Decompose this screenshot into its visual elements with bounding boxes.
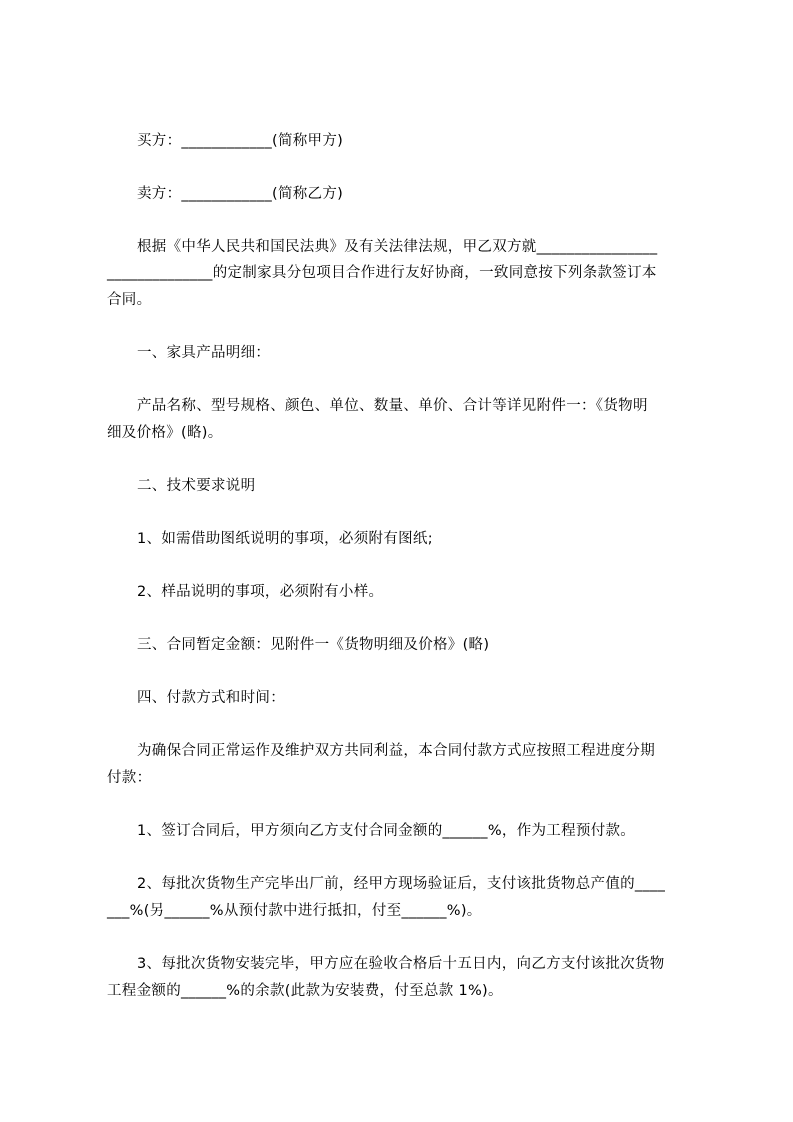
section4-item-3-line-1: 3、每批次货物安装完毕，甲方应在验收合格后十五日内，向乙方支付该批次货物	[137, 956, 665, 972]
seller-line: 卖方：____________(简称乙方)	[137, 186, 344, 202]
section4-intro-line-1: 为确保合同正常运作及维护双方共同利益，本合同付款方式应按照工程进度分期	[137, 743, 655, 759]
section1-body-line-1: 产品名称、型号规格、颜色、单位、数量、单价、合计等详见附件一：《货物明	[137, 398, 648, 414]
section1-heading: 一、家具产品明细：	[137, 345, 271, 361]
section4-item-2-line-1: 2、每批次货物生产完毕出厂前，经甲方现场验证后，支付该批货物总产值的____	[137, 876, 666, 892]
preamble-line-1: 根据《中华人民共和国民法典》及有关法律法规，甲乙双方就________________	[137, 239, 658, 255]
section4-item-1: 1、签订合同后，甲方须向乙方支付合同金额的______%，作为工程预付款。	[137, 823, 636, 839]
section4-item-2-line-2: ___%(另______%从预付款中进行抵扣，付至______%)。	[107, 903, 482, 919]
section2-item-1: 1、如需借助图纸说明的事项，必须附有图纸;	[137, 531, 433, 547]
preamble-line-2: ______________的定制家具分包项目合作进行友好协商，一致同意按下列条款签订本	[107, 265, 657, 281]
section4-intro-line-2: 付款：	[107, 770, 152, 786]
section4-item-3-line-2: 工程金额的______%的余款(此款为安装费，付至总款 1%)。	[107, 983, 503, 999]
section4-heading: 四、付款方式和时间：	[137, 690, 285, 706]
section2-heading: 二、技术要求说明	[137, 478, 256, 494]
section1-body-line-2: 细及价格》(略)。	[107, 425, 223, 441]
section3-heading: 三、合同暂定金额：见附件一《货物明细及价格》(略)	[137, 637, 490, 653]
section2-item-2: 2、样品说明的事项，必须附有小样。	[137, 584, 384, 600]
preamble-line-3: 合同。	[107, 292, 152, 308]
buyer-line: 买方：____________(简称甲方)	[137, 133, 344, 149]
